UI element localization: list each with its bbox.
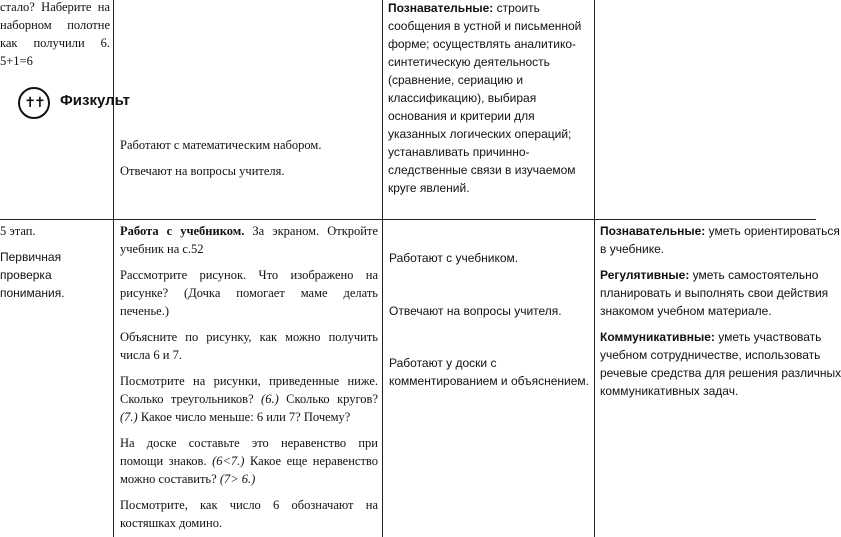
- text-line: классификацию), выбирая: [388, 91, 537, 105]
- col-border-1: [113, 0, 114, 537]
- student-activity-text: Работают у доски с: [389, 356, 497, 370]
- uud-label: Познавательные:: [600, 224, 706, 238]
- text-line: Рассмотрите рисунок. Что изображено на: [120, 268, 378, 282]
- text-line: планировать и выполнять свои действия: [600, 286, 829, 300]
- student-activity-text: Работают с математическим набором.: [120, 138, 322, 152]
- text-line: числа 6 и 7.: [120, 348, 182, 362]
- logo-label: Физкульт: [60, 92, 130, 109]
- text-line: печенье.): [120, 304, 169, 318]
- text-line: сообщения в устной и письменной: [388, 19, 582, 33]
- stage-name-line: понимания.: [0, 286, 65, 300]
- text-line: уметь участвовать: [714, 330, 822, 344]
- text-line: знакомом учебном материале.: [600, 304, 772, 318]
- text-line: костяшках домино.: [120, 516, 223, 530]
- text-line: рисунке? (Дочка помогает маме делать: [120, 286, 378, 300]
- uud-label: Познавательные:: [388, 1, 494, 15]
- text-line: (сравнение, сериацию и: [388, 73, 524, 87]
- text-line: 5+1=6: [0, 54, 33, 68]
- answer-text: (7.): [120, 410, 138, 424]
- text-line: Сколько кругов?: [278, 392, 378, 406]
- answer-text: (6.): [253, 392, 279, 406]
- text-line: круге явлений.: [388, 181, 470, 195]
- text-line: основания и критерии для: [388, 109, 535, 123]
- student-activity-text: Работают с учебником.: [389, 251, 519, 265]
- answer-text: (6<7.): [206, 454, 245, 468]
- stage-number: 5 этап.: [0, 224, 36, 238]
- student-activity-text: комментированием и объяснением.: [389, 374, 589, 388]
- stage-name-line: проверка: [0, 268, 52, 282]
- text-line: помощи знаков.: [120, 454, 207, 468]
- text-line: На доске составьте это неравенство при: [120, 436, 378, 450]
- student-activity-text: Отвечают на вопросы учителя.: [120, 164, 285, 178]
- row2-col1-cell: [0, 222, 110, 302]
- text-line: Сколько треугольников?: [120, 392, 254, 406]
- text-line: можно составить?: [120, 472, 217, 486]
- text-line: как получили 6.: [0, 36, 110, 50]
- row-border: [0, 219, 816, 220]
- text-line: в учебнике.: [600, 242, 665, 256]
- row2-col4-cell: [600, 222, 841, 400]
- text-line: синтетическую деятельность: [388, 55, 550, 69]
- answer-text: (7> 6.): [216, 472, 256, 486]
- row1-col1-cell: [0, 0, 110, 70]
- text-line: Объясните по рисунку, как можно получить: [120, 330, 378, 344]
- text-line: наборном полотне: [0, 18, 110, 32]
- col-border-3: [594, 0, 595, 537]
- text-line: Посмотрите на рисунки, приведенные ниже.: [120, 374, 378, 388]
- text-line: За экраном. Откройте: [244, 224, 379, 238]
- text-line: Какое число меньше: 6 или 7? Почему?: [137, 410, 351, 424]
- text-line: коммуникативных задач.: [600, 384, 739, 398]
- uud-label: Регулятивные:: [600, 268, 690, 282]
- row1-col3-cell: [388, 0, 592, 197]
- student-activity-text: Отвечают на вопросы учителя.: [389, 304, 562, 318]
- stage-name-line: Первичная: [0, 250, 62, 264]
- section-heading: Работа с учебником.: [120, 224, 245, 238]
- text-line: уметь самостоятельно: [689, 268, 819, 282]
- physical-education-logo-icon: ✝✝: [18, 87, 50, 119]
- col-border-2: [382, 0, 383, 537]
- row2-col3-cell: [389, 249, 589, 390]
- text-line: указанных логических операций;: [388, 127, 572, 141]
- text-line: Посмотрите, как число 6 обозначают на: [120, 498, 378, 512]
- text-line: строить: [493, 1, 540, 15]
- text-line: стало? Наберите на: [0, 0, 110, 14]
- text-line: учебном сотрудничестве, использовать: [600, 348, 821, 362]
- text-line: речевые средства для решения различных: [600, 366, 841, 380]
- text-line: форме; осуществлять аналитико-: [388, 37, 577, 51]
- uud-label: Коммуникативные:: [600, 330, 715, 344]
- text-line: устанавливать причинно-: [388, 145, 530, 159]
- text-line: Какое еще неравенство: [244, 454, 378, 468]
- text-line: следственные связи в изучаемом: [388, 163, 576, 177]
- row2-col2-cell: [120, 222, 378, 532]
- row1-col2-cell: [120, 136, 378, 180]
- text-line: учебник на с.52: [120, 242, 204, 256]
- text-line: уметь ориентироваться: [705, 224, 840, 238]
